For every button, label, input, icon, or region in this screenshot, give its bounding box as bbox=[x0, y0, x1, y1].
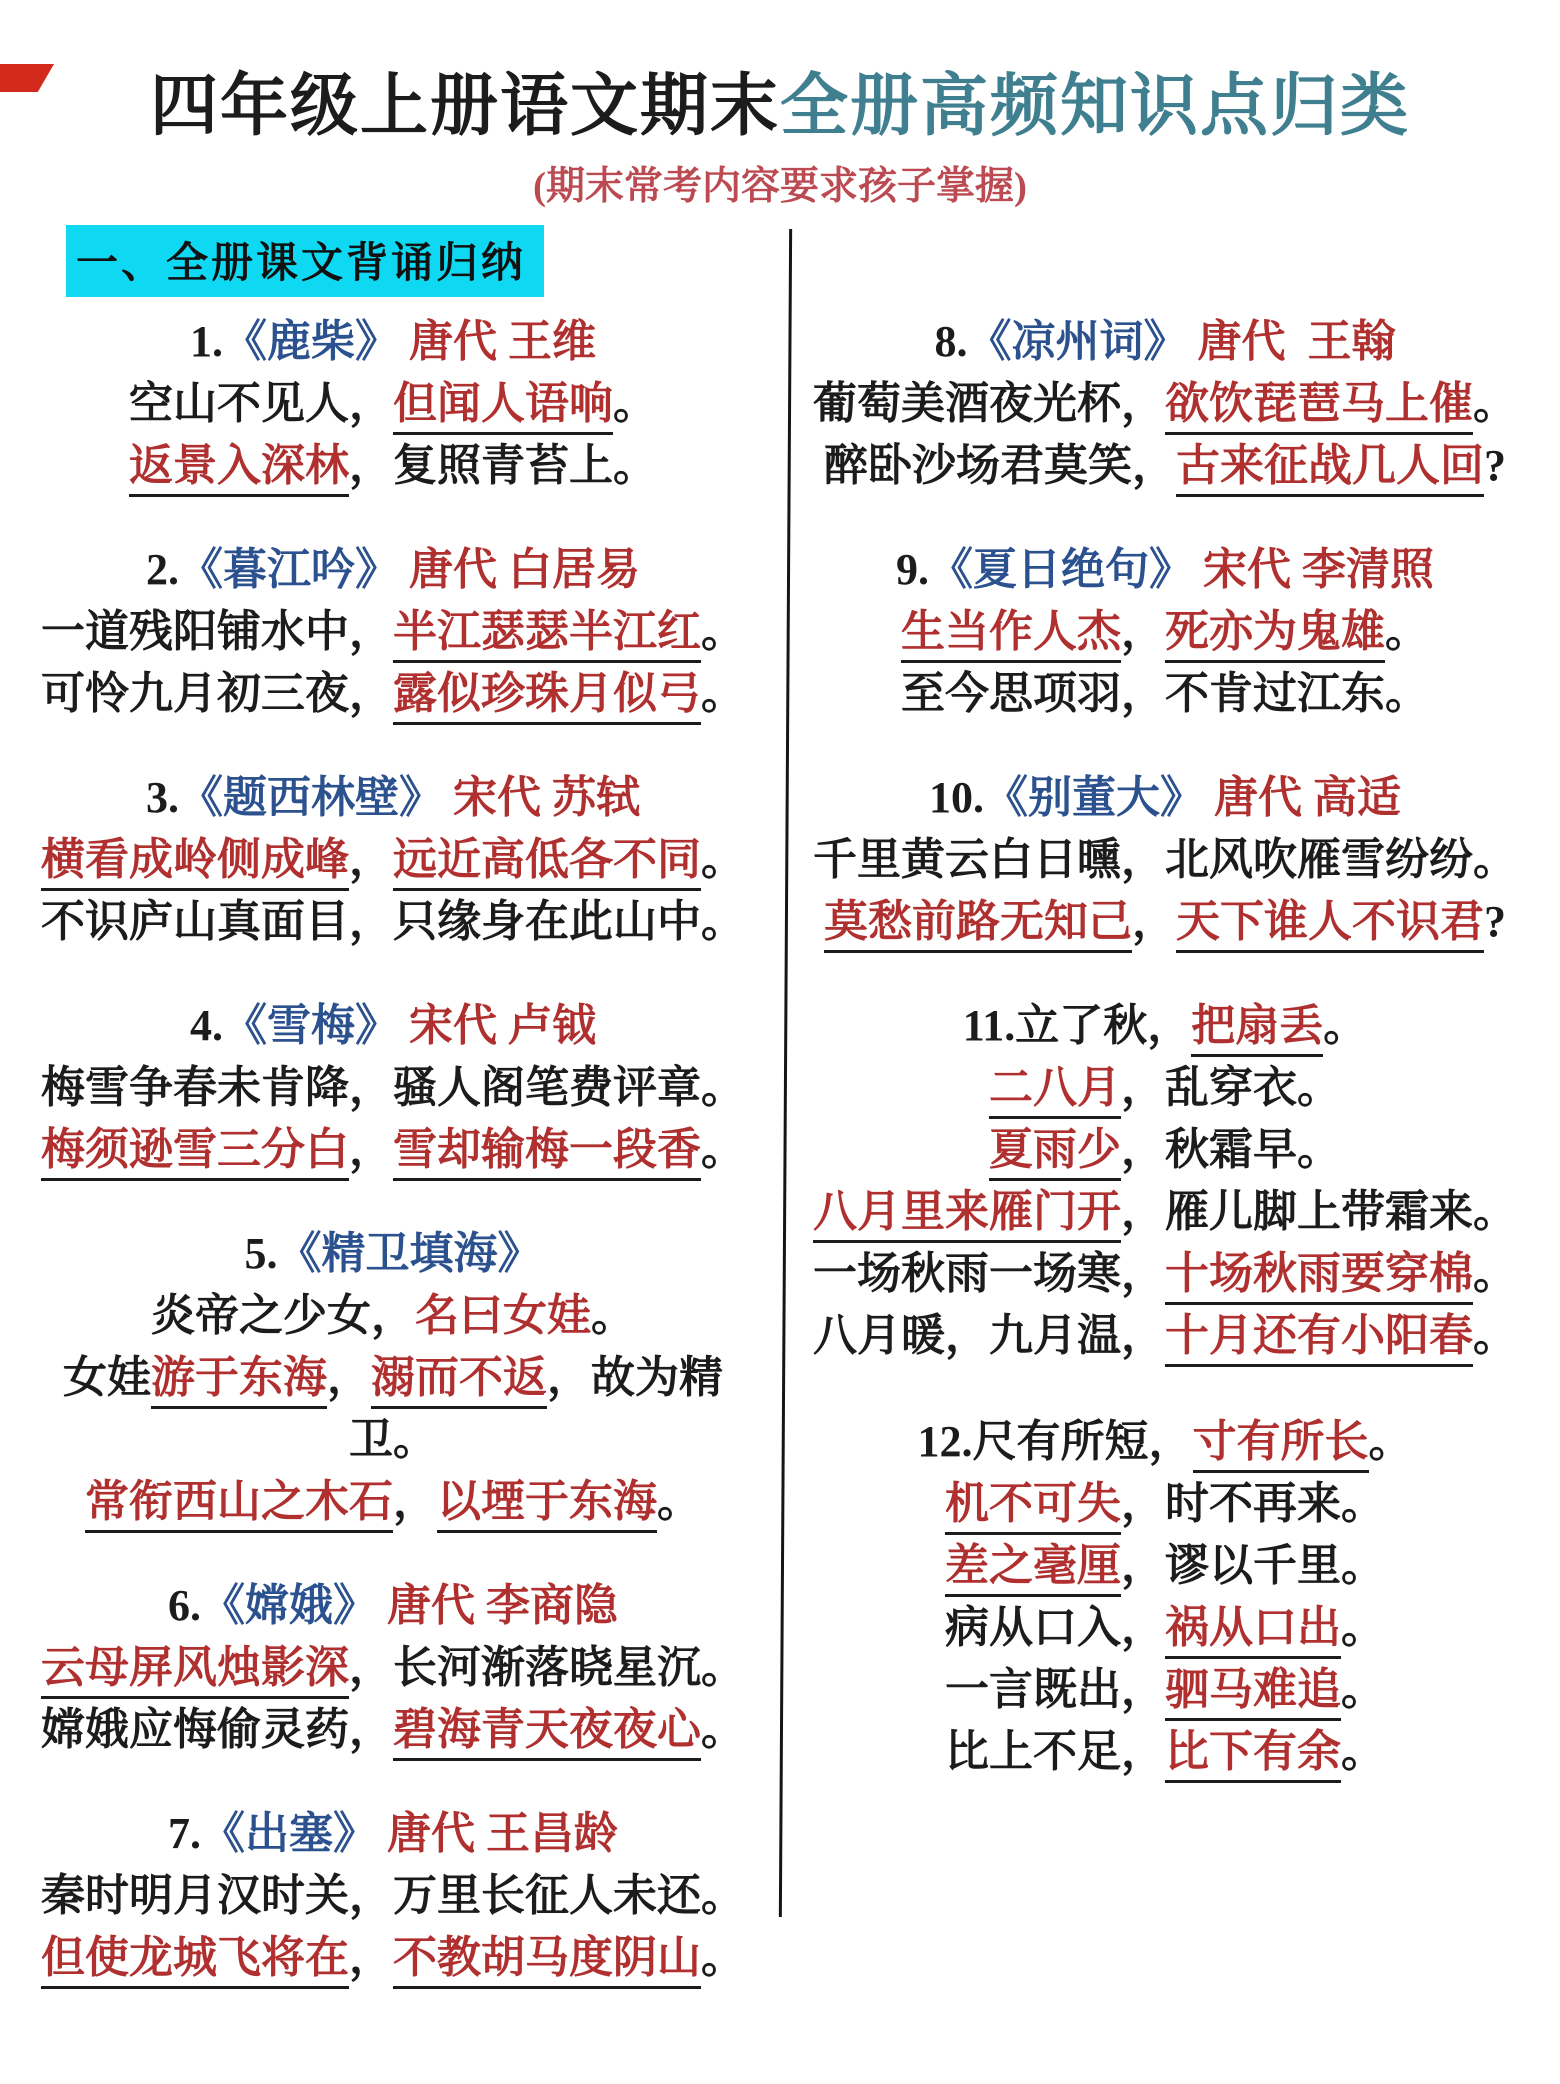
text-segment: ， bbox=[327, 1353, 371, 1402]
text-segment: 一道残阳铺水中， bbox=[41, 607, 393, 656]
highlighted-phrase: 机不可失 bbox=[945, 1479, 1121, 1535]
poem-line bbox=[30, 373, 756, 435]
poem-line bbox=[800, 1057, 1530, 1119]
text-segment: 。 bbox=[613, 379, 657, 428]
poem-line bbox=[30, 1057, 756, 1119]
text-segment: 女娃 bbox=[63, 1353, 151, 1402]
text-segment: 唐代 王维 bbox=[409, 317, 596, 366]
poem-line bbox=[800, 1181, 1530, 1243]
text-segment: 《题西林壁》 bbox=[179, 773, 443, 822]
poem-heading bbox=[30, 1575, 756, 1637]
poem-heading bbox=[30, 995, 756, 1057]
highlighted-phrase: 远近高低各不同 bbox=[393, 835, 701, 891]
text-segment: 。 bbox=[701, 835, 745, 884]
highlighted-phrase: 十月还有小阳春 bbox=[1165, 1311, 1473, 1367]
poem-heading bbox=[30, 1223, 756, 1285]
highlighted-phrase: 差之毫厘 bbox=[945, 1541, 1121, 1597]
highlighted-phrase: 死亦为鬼雄 bbox=[1165, 607, 1385, 663]
text-segment: 4. bbox=[190, 1001, 223, 1050]
text-segment: 。 bbox=[701, 1705, 745, 1754]
text-segment: 《嫦娥》 bbox=[201, 1581, 377, 1630]
poem-line bbox=[800, 829, 1530, 891]
poem-line bbox=[30, 1637, 756, 1699]
poem-line bbox=[800, 663, 1530, 725]
right-column bbox=[770, 311, 1540, 2031]
proverbs-11-autumn bbox=[800, 995, 1530, 1367]
highlighted-phrase: 莫愁前路无知己 bbox=[824, 897, 1132, 953]
highlighted-phrase: 祸从口出 bbox=[1165, 1603, 1341, 1659]
text-segment: 名曰女娃 bbox=[415, 1291, 591, 1340]
text-segment: 2. bbox=[146, 545, 179, 594]
text-segment: ? bbox=[1484, 897, 1506, 946]
text-segment: 。 bbox=[701, 669, 745, 718]
text-segment: 。 bbox=[1385, 607, 1429, 656]
poem-line bbox=[30, 663, 756, 725]
poem-9-xia-ri-jue-ju bbox=[800, 539, 1530, 725]
page-title bbox=[0, 64, 1560, 149]
poem-8-liang-zhou-ci bbox=[800, 311, 1530, 497]
poem-line bbox=[30, 829, 756, 891]
text-segment: 《出塞》 bbox=[201, 1809, 377, 1858]
poem-line bbox=[30, 1927, 756, 1989]
poem-line bbox=[30, 1285, 756, 1347]
text-segment: 。 bbox=[1341, 1665, 1385, 1714]
content-columns bbox=[0, 311, 1560, 2031]
text-segment: 宋代 苏轼 bbox=[453, 773, 640, 822]
page-subtitle: (期末常考内容要求孩子掌握) bbox=[533, 165, 1027, 208]
poem-5-jing-wei-tian-hai bbox=[30, 1223, 756, 1533]
text-segment: 《夏日绝句》 bbox=[929, 545, 1193, 594]
text-segment: 不识庐山真面目，只缘身在此山中。 bbox=[41, 897, 745, 946]
highlighted-phrase: 以堙于东海 bbox=[437, 1477, 657, 1533]
text-segment: 《雪梅》 bbox=[223, 1001, 399, 1050]
text-segment: ， bbox=[1121, 607, 1165, 656]
poem-1-lu-chai bbox=[30, 311, 756, 497]
text-segment: 唐代 李商隐 bbox=[387, 1581, 618, 1630]
poem-line bbox=[30, 1471, 756, 1533]
poem-line bbox=[800, 1597, 1530, 1659]
left-column bbox=[0, 311, 770, 2031]
poem-line bbox=[30, 1699, 756, 1761]
text-segment: 炎帝之少女， bbox=[151, 1291, 415, 1340]
text-segment: ，乱穿衣。 bbox=[1121, 1063, 1341, 1112]
highlighted-phrase: 雪却输梅一段香 bbox=[393, 1125, 701, 1181]
text-segment: 。 bbox=[701, 1933, 745, 1982]
highlighted-phrase: 古来征战几人回 bbox=[1176, 441, 1484, 497]
poem-line bbox=[800, 1721, 1530, 1783]
poem-line bbox=[800, 601, 1530, 663]
highlighted-phrase: 寸有所长 bbox=[1193, 1417, 1369, 1473]
text-segment: 《别董大》 bbox=[984, 773, 1204, 822]
poem-line bbox=[800, 435, 1530, 497]
highlighted-phrase: 十场秋雨要穿棉 bbox=[1165, 1249, 1473, 1305]
text-segment: 唐代 王昌龄 bbox=[387, 1809, 618, 1858]
text-segment: 一言既出， bbox=[945, 1665, 1165, 1714]
text-segment: ，秋霜早。 bbox=[1121, 1125, 1341, 1174]
text-segment: 。 bbox=[1473, 379, 1517, 428]
highlighted-phrase: 但闻人语响 bbox=[393, 379, 613, 435]
text-segment: 10. bbox=[929, 773, 984, 822]
text-segment: 9. bbox=[896, 545, 929, 594]
page-title-teal-part: 全册高频知识点归类 bbox=[780, 68, 1411, 144]
highlighted-phrase: 碧海青天夜夜心 bbox=[393, 1705, 701, 1761]
poem-line bbox=[30, 1347, 756, 1471]
poem-line bbox=[800, 1411, 1530, 1473]
text-segment: 葡萄美酒夜光杯， bbox=[813, 379, 1165, 428]
text-segment: 空山不见人， bbox=[129, 379, 393, 428]
highlighted-phrase: 夏雨少 bbox=[989, 1125, 1121, 1181]
text-segment: ， bbox=[349, 835, 393, 884]
text-segment: 唐代 白居易 bbox=[409, 545, 640, 594]
text-segment: 秦时明月汉时关，万里长征人未还。 bbox=[41, 1871, 745, 1920]
highlighted-phrase: 露似珍珠月似弓 bbox=[393, 669, 701, 725]
poem-line bbox=[800, 373, 1530, 435]
text-segment: 千里黄云白日曛，北风吹雁雪纷纷。 bbox=[813, 835, 1517, 884]
text-segment: 一场秋雨一场寒， bbox=[813, 1249, 1165, 1298]
poem-line bbox=[800, 1243, 1530, 1305]
text-segment: 。 bbox=[657, 1477, 701, 1526]
text-segment: 。 bbox=[1341, 1603, 1385, 1652]
text-segment: 1. bbox=[190, 317, 223, 366]
text-segment: 梅雪争春未肯降，骚人阁笔费评章。 bbox=[41, 1063, 745, 1112]
text-segment: 11.立了秋， bbox=[962, 1001, 1192, 1050]
poem-4-xue-mei bbox=[30, 995, 756, 1181]
highlighted-phrase: 八月里来雁门开 bbox=[813, 1187, 1121, 1243]
poem-heading bbox=[800, 767, 1530, 829]
text-segment: ，故为精卫。 bbox=[349, 1353, 723, 1464]
text-segment: 宋代 卢钺 bbox=[409, 1001, 596, 1050]
highlighted-phrase: 不教胡马度阴山 bbox=[393, 1933, 701, 1989]
poem-3-ti-xi-lin-bi bbox=[30, 767, 756, 953]
text-segment: 宋代 李清照 bbox=[1203, 545, 1434, 594]
text-segment: 《凉州词》 bbox=[967, 317, 1188, 366]
highlighted-phrase: 但使龙城飞将在 bbox=[41, 1933, 349, 1989]
poem-10-bie-dong-da bbox=[800, 767, 1530, 953]
poem-line bbox=[800, 995, 1530, 1057]
highlighted-phrase: 云母屏风烛影深 bbox=[41, 1643, 349, 1699]
poem-6-chang-e bbox=[30, 1575, 756, 1761]
highlighted-phrase: 天下谁人不识君 bbox=[1176, 897, 1484, 953]
poem-line bbox=[30, 1119, 756, 1181]
text-segment: 6. bbox=[168, 1581, 201, 1630]
poem-heading bbox=[30, 767, 756, 829]
text-segment: 7. bbox=[168, 1809, 201, 1858]
highlighted-phrase: 二八月 bbox=[989, 1063, 1121, 1119]
poem-line bbox=[800, 1659, 1530, 1721]
text-segment: 8. bbox=[934, 317, 968, 366]
poem-line bbox=[800, 1535, 1530, 1597]
text-segment: 。 bbox=[1473, 1311, 1517, 1360]
text-segment: ， bbox=[393, 1477, 437, 1526]
highlighted-phrase: 驷马难追 bbox=[1165, 1665, 1341, 1721]
highlighted-phrase: 溺而不返 bbox=[371, 1353, 547, 1409]
text-segment: 唐代 王翰 bbox=[1197, 317, 1396, 366]
text-segment: 。 bbox=[701, 1125, 745, 1174]
poem-line bbox=[30, 601, 756, 663]
highlighted-phrase: 欲饮琵琶马上催 bbox=[1165, 379, 1473, 435]
highlighted-phrase: 比下有余 bbox=[1165, 1727, 1341, 1783]
highlighted-phrase: 半江瑟瑟半江红 bbox=[393, 607, 701, 663]
poem-line bbox=[30, 435, 756, 497]
text-segment: 比上不足， bbox=[945, 1727, 1165, 1776]
highlighted-phrase: 生当作人杰 bbox=[901, 607, 1121, 663]
poem-heading bbox=[30, 311, 756, 373]
text-segment: 嫦娥应悔偷灵药， bbox=[41, 1705, 393, 1754]
poem-line bbox=[800, 1305, 1530, 1367]
text-segment: 病从口入， bbox=[945, 1603, 1165, 1652]
text-segment: ，雁儿脚上带霜来。 bbox=[1121, 1187, 1517, 1236]
text-segment: 。 bbox=[1368, 1417, 1413, 1466]
text-segment: 唐代 高适 bbox=[1214, 773, 1401, 822]
highlighted-phrase: 把扇丢 bbox=[1191, 1001, 1323, 1057]
highlighted-phrase: 梅须逊雪三分白 bbox=[41, 1125, 349, 1181]
section-header bbox=[66, 225, 1560, 297]
poem-line bbox=[800, 891, 1530, 953]
proverbs-12-sayings bbox=[800, 1411, 1530, 1783]
text-segment: ，复照青苔上。 bbox=[349, 441, 657, 490]
text-segment: 可怜九月初三夜， bbox=[41, 669, 393, 718]
text-segment: ，长河渐落晓星沉。 bbox=[349, 1643, 745, 1692]
poem-7-chu-sai bbox=[30, 1803, 756, 1989]
text-segment: 至今思项羽，不肯过江东。 bbox=[901, 669, 1429, 718]
poem-line bbox=[30, 1865, 756, 1927]
text-segment: ， bbox=[349, 1125, 393, 1174]
text-segment: 。 bbox=[1473, 1249, 1517, 1298]
poem-heading bbox=[800, 311, 1530, 373]
text-segment: 12.尺有所短， bbox=[917, 1417, 1193, 1466]
text-segment: 《鹿柴》 bbox=[223, 317, 399, 366]
poem-line bbox=[800, 1473, 1530, 1535]
text-segment: 。 bbox=[1323, 1001, 1368, 1050]
highlighted-phrase: 横看成岭侧成峰 bbox=[41, 835, 349, 891]
poem-line bbox=[800, 1119, 1530, 1181]
text-segment: ? bbox=[1484, 441, 1506, 490]
text-segment: 《精卫填海》 bbox=[277, 1229, 542, 1278]
text-segment: ， bbox=[349, 1933, 393, 1982]
text-segment: 。 bbox=[701, 607, 745, 656]
poem-heading bbox=[800, 539, 1530, 601]
text-segment: 醉卧沙场君莫笑， bbox=[824, 441, 1176, 490]
poem-heading bbox=[30, 539, 756, 601]
text-segment: 。 bbox=[1341, 1727, 1385, 1776]
highlighted-phrase: 游于东海 bbox=[151, 1353, 327, 1409]
poem-line bbox=[30, 891, 756, 953]
text-segment: ，时不再来。 bbox=[1121, 1479, 1385, 1528]
text-segment: 5. bbox=[244, 1229, 278, 1278]
text-segment: 八月暖，九月温， bbox=[813, 1311, 1165, 1360]
text-segment: ，谬以千里。 bbox=[1121, 1541, 1385, 1590]
poem-2-mu-jiang-yin bbox=[30, 539, 756, 725]
page-title-black-part: 四年级上册语文期末 bbox=[149, 68, 780, 144]
poem-heading bbox=[30, 1803, 756, 1865]
text-segment: ， bbox=[1132, 897, 1176, 946]
highlighted-phrase: 常衔西山之木石 bbox=[85, 1477, 393, 1533]
section-header-highlight: 一、全册课文背诵归纳 bbox=[66, 225, 544, 297]
text-segment: 3. bbox=[146, 773, 179, 822]
text-segment: 。 bbox=[591, 1291, 635, 1340]
text-segment: 《暮江吟》 bbox=[179, 545, 399, 594]
highlighted-phrase: 返景入深林 bbox=[129, 441, 349, 497]
